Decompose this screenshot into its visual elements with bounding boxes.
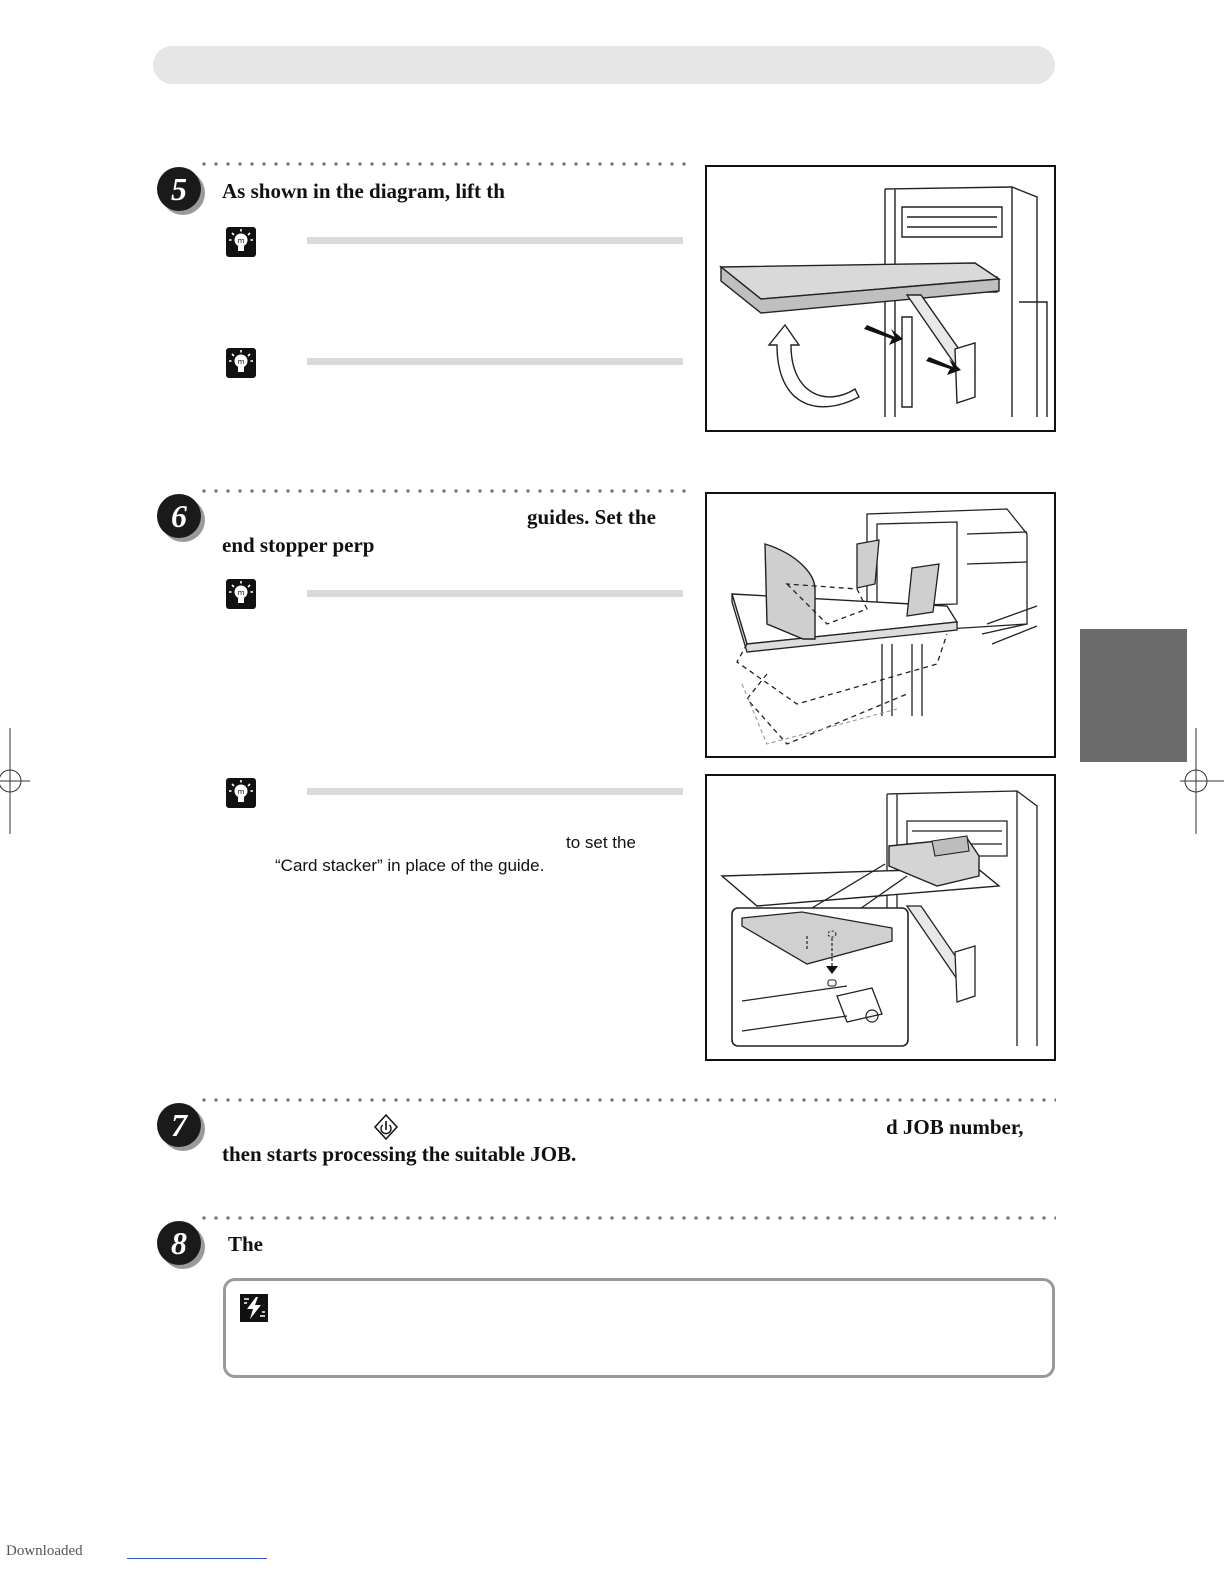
lightbulb-hint-icon [226, 227, 256, 257]
lightbulb-hint-icon [226, 348, 256, 378]
svg-text:m: m [237, 358, 245, 366]
figure-paper-guides [705, 492, 1056, 758]
chapter-side-tab [1080, 629, 1187, 762]
hint-rule [307, 358, 683, 365]
footer-link-underline[interactable] [127, 1558, 267, 1559]
step8-divider [198, 1215, 1056, 1221]
step6-divider [198, 488, 686, 494]
step-6-text-line1: guides. Set the [527, 505, 656, 529]
step-7-text-right: d JOB number, [886, 1115, 1024, 1139]
step-8-badge: 8 [157, 1221, 201, 1265]
step7-divider [198, 1097, 1056, 1103]
step-7-text-line2: then starts processing the suitable JOB. [222, 1142, 577, 1166]
lightbulb-hint-icon [226, 579, 256, 609]
card-stacker-note-line1: to set the [566, 833, 636, 852]
lightbulb-hint-icon [226, 778, 256, 808]
footer-downloaded-text: Downloaded [6, 1543, 83, 1559]
hint-rule [307, 590, 683, 597]
svg-text:m: m [237, 589, 245, 597]
step-7-badge: 7 [157, 1103, 201, 1147]
step-5-badge: 5 [157, 167, 201, 211]
step-5-text: As shown in the diagram, lift th [222, 179, 505, 203]
figure-card-stacker [705, 774, 1056, 1061]
header-bar [153, 46, 1055, 84]
step-6-badge: 6 [157, 494, 201, 538]
step-8-text: The [228, 1232, 264, 1256]
svg-text:m: m [237, 788, 245, 796]
caution-box [223, 1278, 1055, 1378]
crop-mark-left [0, 728, 30, 834]
step5-divider [198, 161, 686, 167]
hint-rule [307, 237, 683, 244]
card-stacker-note-line2: “Card stacker” in place of the guide. [275, 856, 545, 875]
figure-lift-tray [705, 165, 1056, 432]
crop-mark-right [1180, 728, 1224, 834]
hint-rule [307, 788, 683, 795]
step-6-text-line2: end stopper perp [222, 533, 375, 557]
svg-text:m: m [237, 237, 245, 245]
start-key-icon [374, 1114, 398, 1140]
caution-lightning-icon [240, 1294, 268, 1322]
